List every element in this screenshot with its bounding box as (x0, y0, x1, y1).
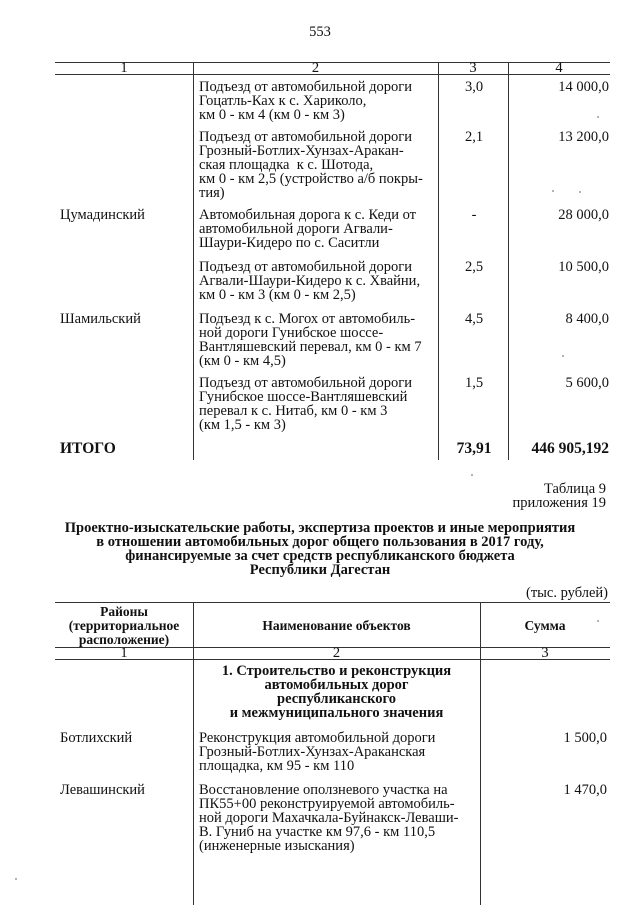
section-heading: 1. Строительство и реконструкция автомобильных дорог республиканского и межмуниципального значения (221, 663, 452, 721)
row-amount: 1 470,0 (563, 782, 607, 798)
row-district: Шамильский (60, 311, 141, 327)
top-header-col-3: 3 (469, 60, 477, 76)
bottom-table-top-border (55, 602, 610, 603)
row-amount: 13 200,0 (558, 129, 609, 145)
row-object: Подъезд от автомобильной дороги Гоцатль-Ках к с. Хариколо, км 0 - км 4 (км 0 - км 3) (199, 79, 412, 123)
row-district: Ботлихский (60, 730, 133, 746)
row-length: 3,0 (464, 79, 484, 95)
row-amount: 14 000,0 (558, 79, 609, 95)
top-table-col-divider-1 (193, 62, 194, 460)
top-header-col-4: 4 (555, 60, 563, 76)
scan-speck (597, 116, 599, 118)
bottom-number-col-2: 2 (332, 645, 341, 661)
total-length: 73,91 (456, 440, 492, 457)
row-length: 4,5 (464, 311, 484, 327)
row-length: 2,1 (464, 129, 484, 145)
row-district: Цумадинский (60, 207, 145, 223)
row-amount: 1 500,0 (563, 730, 607, 746)
row-object: Подъезд к с. Могох от автомобиль- ной дороги Гунибское шоссе- Вантляшевский перевал, км 0 - км 7 (км 0 - км 4,5) (199, 311, 422, 369)
row-object: Восстановление оползневого участка на ПК55+00 реконструируемой автомобиль- ной дороги Махачкала-Буйнакск-Леваши- В. Гуниб на участке км 97,6 - км 110,5 (инженерные изыскания) (199, 782, 459, 854)
row-object: Подъезд от автомобильной дороги Агвали-Шаури-Кидеро к с. Хвайни, км 0 - км 3 (км 0 - км 2,5) (199, 259, 421, 303)
page-number: 553 (309, 24, 331, 40)
row-district: Левашинский (60, 782, 145, 798)
row-amount: 10 500,0 (558, 259, 609, 275)
scan-speck (562, 355, 564, 357)
scan-speck (597, 620, 599, 622)
bottom-header-district: Районы (территориальное расположение) (68, 604, 180, 647)
table-number: Таблица 9 (543, 481, 606, 497)
table-appendix: приложения 19 (512, 495, 606, 511)
table-title: Проектно-изыскательские работы, экспертиза проектов и иные мероприятия в отношении автомобильных дорог общего пользования в 2017 году, финансируемые за счет средств республиканского бюджета Республики Дагестан (64, 520, 576, 578)
bottom-number-col-1: 1 (120, 645, 128, 661)
top-header-col-1: 1 (120, 60, 128, 76)
scan-speck (579, 191, 581, 193)
row-length: - (471, 207, 477, 223)
row-object: Подъезд от автомобильной дороги Гунибское шоссе-Вантляшевский перевал к с. Нитаб, км 0 - км 3 (км 1,5 - км 3) (199, 375, 412, 433)
scan-speck (552, 190, 554, 192)
scan-speck (15, 878, 17, 880)
row-amount: 8 400,0 (565, 311, 609, 327)
bottom-header-amount: Сумма (524, 618, 566, 633)
top-table-col-divider-2 (438, 62, 439, 460)
top-header-col-2: 2 (311, 60, 320, 76)
row-amount: 28 000,0 (558, 207, 609, 223)
bottom-number-col-3: 3 (541, 645, 549, 661)
units-note: (тыс. рублей) (526, 585, 608, 601)
row-length: 2,5 (464, 259, 484, 275)
total-label: ИТОГО (60, 440, 116, 457)
bottom-header-object: Наименование объектов (262, 618, 411, 633)
scan-speck (471, 474, 473, 476)
row-object: Автомобильная дорога к с. Кеди от автомобильной дороги Агвали- Шаури-Кидеро по с. Саситли (199, 207, 416, 251)
top-table-col-divider-3 (508, 62, 509, 460)
row-amount: 5 600,0 (565, 375, 609, 391)
row-object: Реконструкция автомобильной дороги Грозный-Ботлих-Хунзах-Араканская площадка, км 95 - км 110 (199, 730, 436, 774)
total-amount: 446 905,192 (531, 440, 609, 457)
row-length: 1,5 (464, 375, 484, 391)
row-object: Подъезд от автомобильной дороги Грозный-Ботлих-Хунзах-Аракан- ская площадка к с. Шотода, км 0 - км 2,5 (устройство а/б покры- тия) (199, 129, 423, 201)
